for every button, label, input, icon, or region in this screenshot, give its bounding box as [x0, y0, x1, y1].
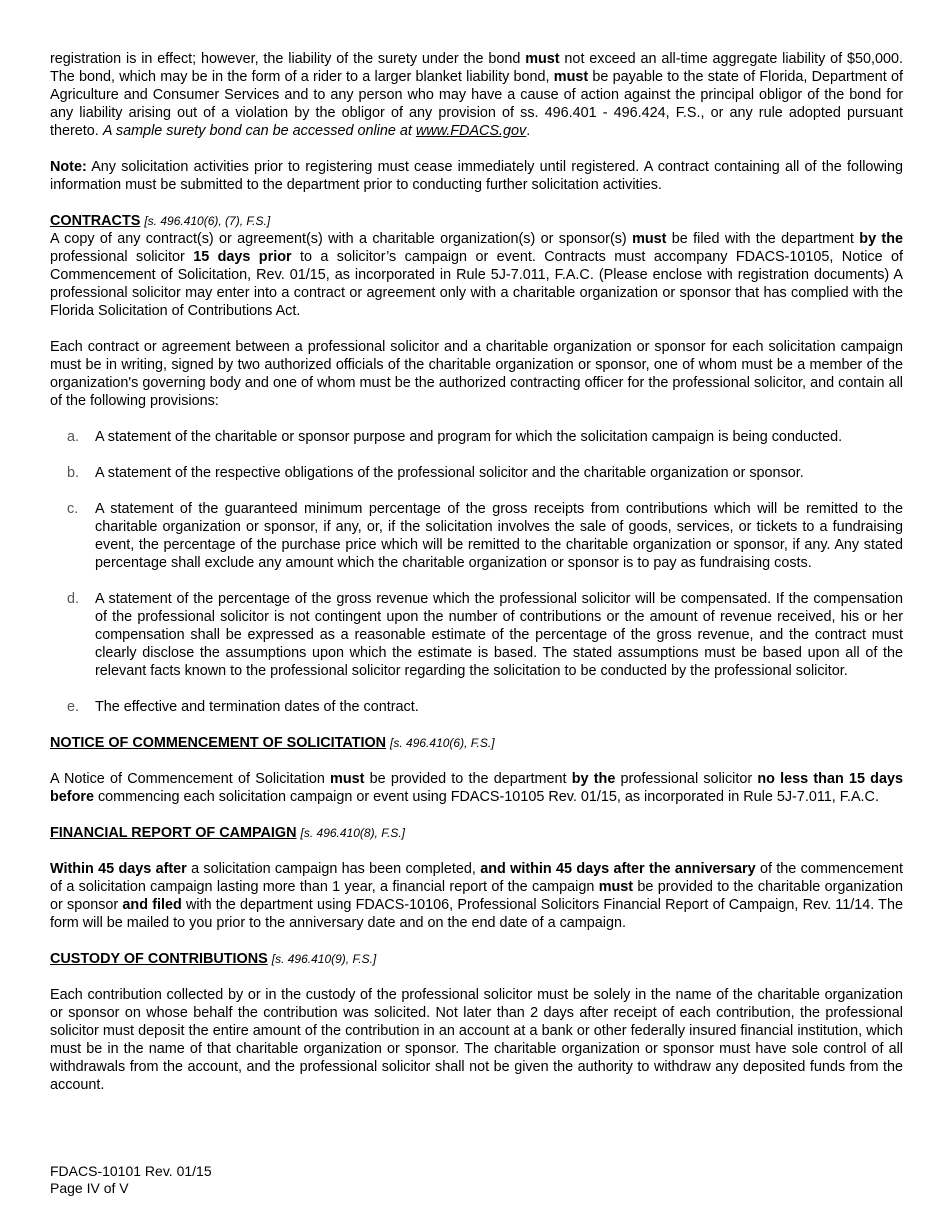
page-number: Page IV of V: [50, 1180, 129, 1196]
custody-section: [50, 950, 903, 1094]
form-id: FDACS-10101 Rev. 01/15: [50, 1163, 212, 1179]
note-paragraph: Note: Any solicitation activities prior to registering must cease immediately until registered. A contract containing all of the following information must be submitted to the department prior to conducting further solicitation activities.: [50, 159, 903, 193]
list-marker: d.: [67, 591, 80, 607]
intro-paragraph: registration is in effect; however, the liability of the surety under the bond must not exceed an all-time aggregate liability of $50,000. The bond, which may be in the form of a rider to a larger blanket liability bond, must be payable to the state of Florida, Department of Agriculture and Consumer Services and to any person who may have a cause of action against the principal obligor of the bond for any liability arising out of a violation by the obligor of any provision of ss. 496.401 - 496.424, F.S., or any rule adopted pursuant thereto. A sample surety bond can be accessed online at www.FDACS.gov.: [50, 51, 904, 139]
financial-section: [50, 824, 903, 932]
page-footer: [50, 1163, 212, 1197]
list-item: b. A statement of the respective obligations of the professional solicitor and the charitable organization or sponsor.: [67, 465, 804, 481]
list-marker: b.: [67, 465, 80, 481]
financial-paragraph: Within 45 days after a solicitation campaign has been completed, and within 45 days after the anniversary of the commencement of a solicitation campaign lasting more than 1 year, a financial report of the campaign must be provided to the charitable organization or sponsor and filed with the department using FDACS-10106, Professional Solicitors Financial Report of Campaign, Rev. 11/14. The form will be mailed to you prior to the anniversary date and on the end date of a campaign.: [50, 861, 904, 931]
notice-citation: [s. 496.410(6), F.S.]: [390, 736, 495, 750]
custody-heading-line: [50, 950, 903, 968]
custody-citation: [s. 496.410(9), F.S.]: [271, 952, 377, 966]
document-page: [50, 50, 903, 1094]
list-marker: c.: [67, 501, 79, 517]
notice-section: [50, 734, 903, 806]
contracts-heading-line: [50, 212, 903, 230]
contracts-paragraph-1: A copy of any contract(s) or agreement(s) with a charitable organization(s) or sponsor(s) must be filed with the department by the professional solicitor 15 days prior to a solicitor’s campaign or event. Contracts must accompany FDACS-10105, Notice of Commencement of Solicitation, Rev. 01/15, as incorporated in Rule 5J-7.011, F.A.C. (Please enclose with registration documents) A professional solicitor may enter into a contract or agreement only with a charitable organization or sponsor that has complied with the Florida Solicitation of Contributions Act.: [50, 231, 903, 319]
list-item: e. The effective and termination dates of the contract.: [67, 699, 419, 715]
notice-paragraph: A Notice of Commencement of Solicitation must be provided to the department by the professional solicitor no less than 15 days before commencing each solicitation campaign or event using FDACS-10105 Rev. 01/15, as incorporated in Rule 5J-7.011, F.A.C.: [50, 771, 903, 805]
fdacs-link[interactable]: www.FDACS.gov: [415, 123, 527, 139]
contracts-citation: [s. 496.410(6), (7), F.S.]: [144, 214, 271, 228]
financial-heading: FINANCIAL REPORT OF CAMPAIGN: [50, 825, 297, 841]
list-item: d. A statement of the percentage of the gross revenue which the professional solicitor will be compensated. If the compensation of the professional solicitor is not contingent upon the number of contributions or the amount of revenue received, his or her compensation shall be expressed as a reasonable estimate of the percentage of the gross revenue, and the contract must clearly disclose the assumptions upon which the estimate is based. The stated assumptions must be based upon all of the relevant facts known to the professional solicitor regarding the solicitation to be conducted by the professional solicitor.: [67, 591, 903, 679]
notice-heading-line: [50, 734, 903, 752]
list-marker: a.: [67, 429, 80, 445]
contracts-section: [50, 212, 903, 716]
notice-heading: NOTICE OF COMMENCEMENT OF SOLICITATION: [50, 735, 387, 751]
list-marker: e.: [67, 699, 80, 715]
financial-heading-line: [50, 824, 903, 842]
contracts-paragraph-2: Each contract or agreement between a professional solicitor and a charitable organization or sponsor for each solicitation campaign must be in writing, signed by two authorized officials of the charitable organization or sponsor, one of whom must be a member of the organization's governing body and one of whom must be the authorized contracting officer for the professional solicitor, and contain all of the following provisions:: [50, 339, 903, 409]
provisions-list: [50, 428, 903, 716]
contracts-heading: CONTRACTS: [50, 213, 141, 229]
list-item: c. A statement of the guaranteed minimum percentage of the gross receipts from contributions which will be remitted to the charitable organization or sponsor, if any, or, if the solicitation involves the sale of goods, services, or tickets to a fundraising event, the percentage of the purchase price which will be remitted to the charitable organization or sponsor, if any. Any stated percentage shall exclude any amount which the charitable organization or sponsor is to pay as fundraising costs.: [67, 501, 903, 571]
list-item: a. A statement of the charitable or sponsor purpose and program for which the solicitation campaign is being conducted.: [67, 429, 843, 445]
financial-citation: [s. 496.410(8), F.S.]: [300, 826, 406, 840]
custody-paragraph: Each contribution collected by or in the custody of the professional solicitor must be solely in the name of the charitable organization or sponsor on whose behalf the contribution was solicited. Not later than 2 days after receipt of each contribution, the professional solicitor must deposit the entire amount of the contribution in an account at a bank or other federally insured financial institution, which must be in the name of that charitable organization or sponsor. The charitable organization or sponsor must have sole control of all withdrawals from the account, and the professional solicitor shall not be given the authority to withdraw any deposited funds from the account.: [50, 987, 903, 1093]
custody-heading: CUSTODY OF CONTRIBUTIONS: [50, 951, 268, 967]
